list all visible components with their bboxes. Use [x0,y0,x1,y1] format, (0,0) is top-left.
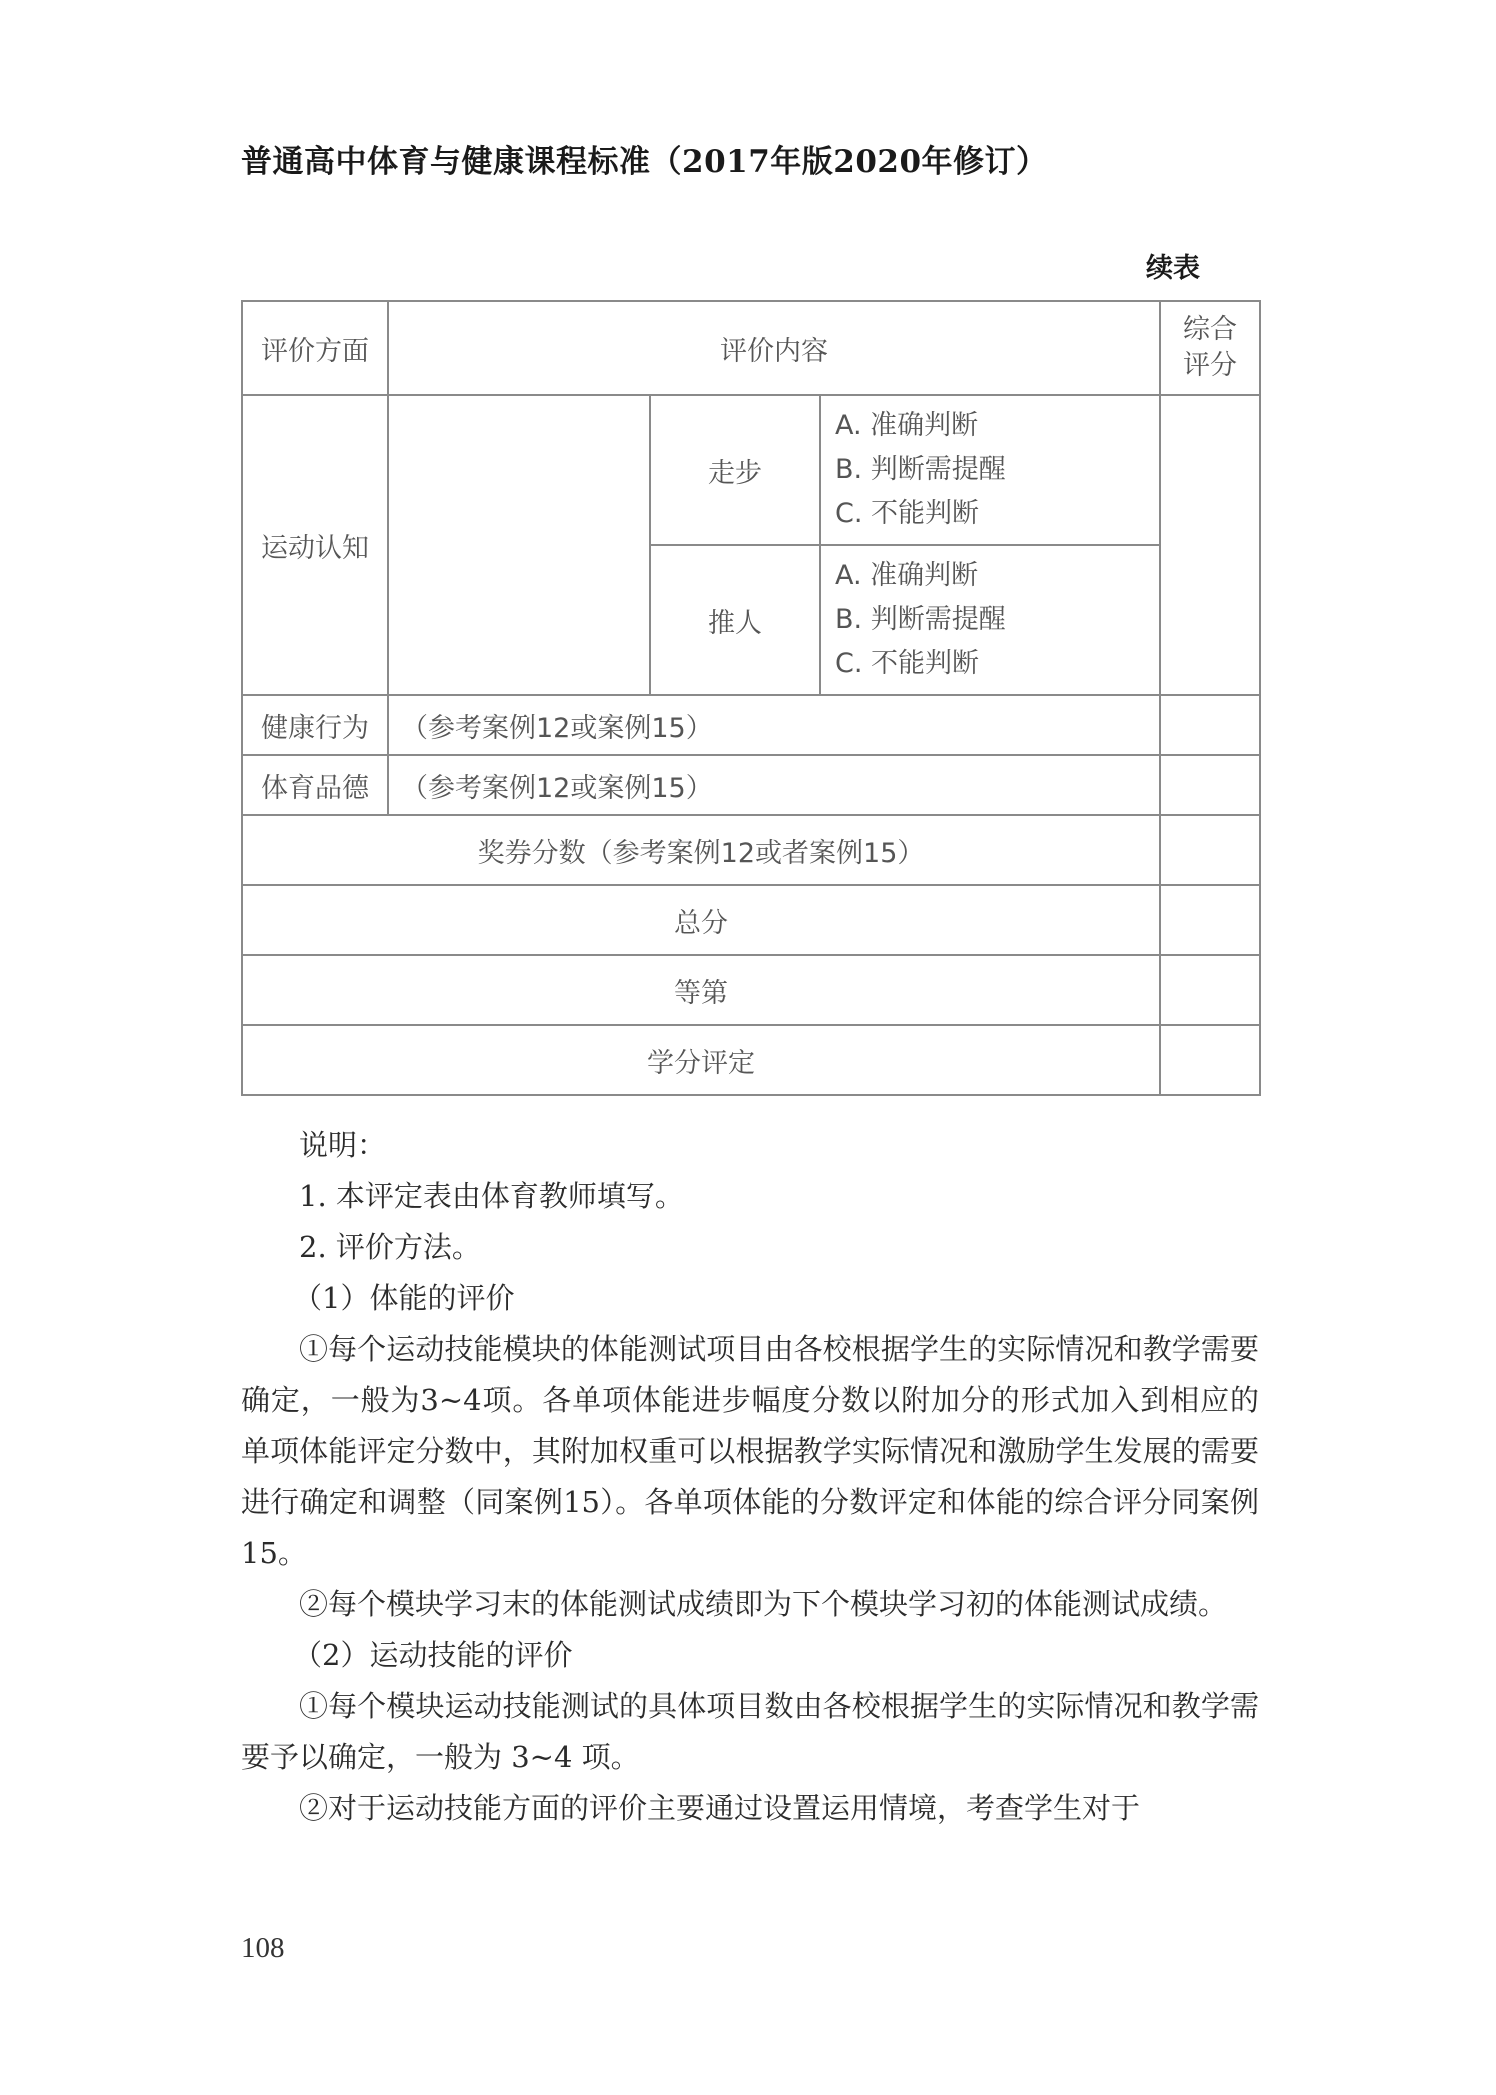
score-cell-total [1160,885,1260,955]
row-label-health: 健康行为 [242,695,388,755]
row-total: 总分 [242,885,1160,955]
page-number: 108 [241,1932,285,1964]
row-content-health: （参考案例12或案例15） [388,695,1160,755]
row-bonus: 奖券分数（参考案例12或者案例15） [242,815,1160,885]
option-c: C. 不能判断 [835,648,980,679]
notes-sub2-title: （2）运动技能的评价 [293,1638,573,1672]
notes-heading: 说明： [299,1128,387,1162]
table-row [242,885,1260,955]
notes-paragraph: ①每个模块运动技能测试的具体项目数由各校根据学生的实际情况和教学需要予以确定，一般为 3~4 项。 [241,1689,1259,1774]
option-c: C. 不能判断 [835,498,980,529]
row-label-cognition: 运动认知 [242,395,388,695]
score-cell-grade [1160,955,1260,1025]
score-cell-credit [1160,1025,1260,1095]
item-options-push [820,545,1160,695]
table-row [242,395,1260,545]
item-name-push: 推人 [650,545,820,695]
notes-sub1-title: （1）体能的评价 [293,1281,515,1315]
score-cell-cognition [1160,395,1260,695]
table-row [242,1025,1260,1095]
table-row [242,695,1260,755]
table-header-row [242,301,1260,395]
option-b: B. 判断需提醒 [835,604,1006,635]
table-row [242,955,1260,1025]
notes-paragraph: ②每个模块学习末的体能测试成绩即为下个模块学习初的体能测试成绩。 [299,1587,1228,1621]
header-content: 评价内容 [388,301,1160,395]
notes-paragraph: ②对于运动技能方面的评价主要通过设置运用情境，考查学生对于 [299,1791,1141,1825]
item-name-walk: 走步 [650,395,820,545]
option-a: A. 准确判断 [835,560,979,591]
running-header: 普通高中体育与健康课程标准（2017年版2020年修订） [241,144,1048,180]
notes-item-2: 2. 评价方法。 [299,1230,481,1264]
row-content-morality: （参考案例12或案例15） [388,755,1160,815]
evaluation-table [241,300,1261,1096]
score-cell-morality [1160,755,1260,815]
row-label-morality: 体育品德 [242,755,388,815]
cognition-empty-cell [388,395,650,695]
option-b: B. 判断需提醒 [835,454,1006,485]
notes-section [241,1120,1259,1834]
row-grade: 等第 [242,955,1160,1025]
header-score: 综合评分 [1160,301,1260,395]
score-cell-bonus [1160,815,1260,885]
notes-paragraph: ①每个运动技能模块的体能测试项目由各校根据学生的实际情况和教学需要确定，一般为3~4项。各单项体能进步幅度分数以附加分的形式加入到相应的单项体能评定分数中，其附加权重可以根据教学实际情况和激励学生发展的需要进行确定和调整（同案例15）。各单项体能的分数评定和体能的综合评分同案例15。 [241,1332,1259,1570]
item-options-walk [820,395,1160,545]
header-aspect: 评价方面 [242,301,388,395]
row-credit: 学分评定 [242,1025,1160,1095]
table-row [242,815,1260,885]
option-a: A. 准确判断 [835,410,979,441]
table-row [242,755,1260,815]
notes-item-1: 1. 本评定表由体育教师填写。 [299,1179,684,1213]
continued-table-label: 续表 [1146,253,1200,284]
score-cell-health [1160,695,1260,755]
